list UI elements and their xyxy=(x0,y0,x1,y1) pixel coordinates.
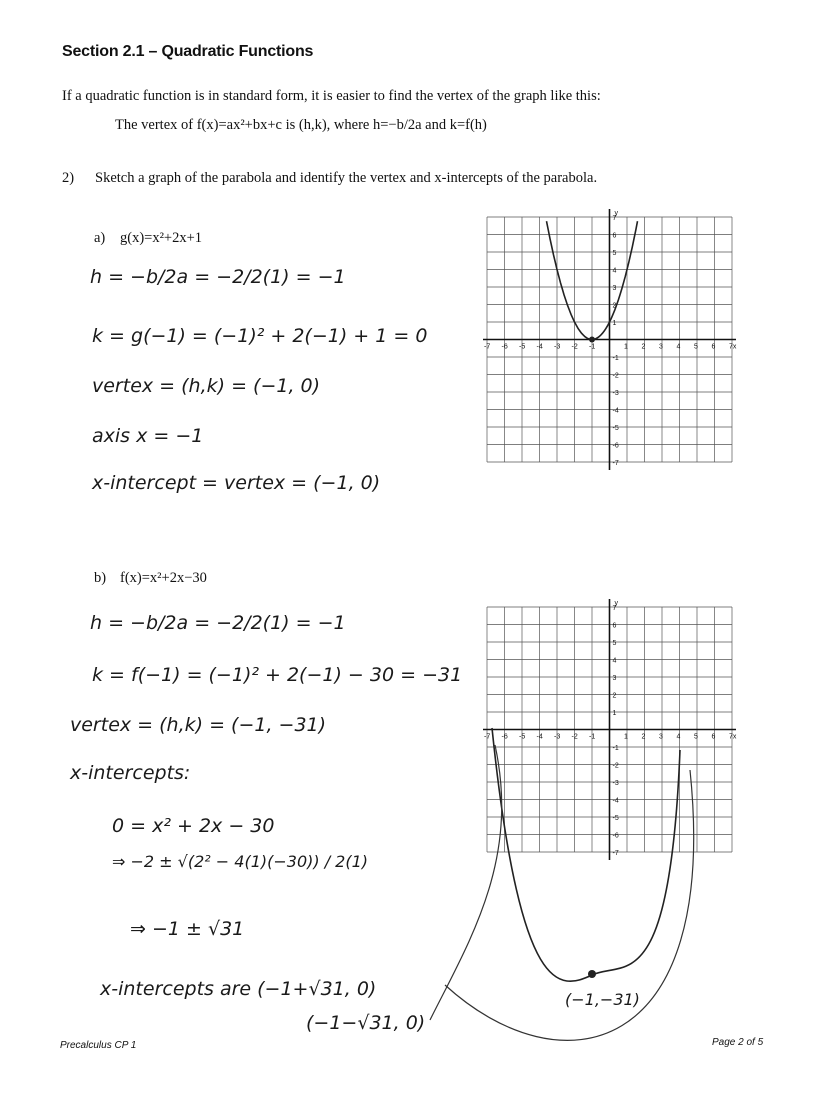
part-b-work-vertex: vertex = (h,k) = (−1, −31) xyxy=(70,714,327,736)
part-b-work-simplified: ⇒ −1 ± √31 xyxy=(130,918,245,940)
part-b-work-intercepts-1: x-intercepts are (−1+√31, 0) xyxy=(100,978,377,1000)
part-b-work-intercepts-2: (−1−√31, 0) xyxy=(306,1012,426,1034)
y-tick-label: 5 xyxy=(612,250,617,257)
x-tick-label: 6 xyxy=(711,343,716,351)
part-b-label: b) xyxy=(94,570,107,586)
x-tick-label: 7x xyxy=(729,733,737,741)
part-a-function: g(x)=x²+2x+1 xyxy=(120,230,203,246)
x-tick-label: -5 xyxy=(519,733,526,741)
y-tick-label: -6 xyxy=(612,832,619,840)
x-tick-label: 6 xyxy=(711,733,716,741)
x-tick-label: -7 xyxy=(484,343,491,351)
y-tick-label: -4 xyxy=(612,797,619,805)
part-a-work-vertex: vertex = (h,k) = (−1, 0) xyxy=(92,375,321,397)
x-tick-label: 3 xyxy=(659,733,663,741)
y-tick-label: -3 xyxy=(612,780,619,787)
x-tick-label: -7 xyxy=(484,733,491,741)
part-b-work-equation: 0 = x² + 2x − 30 xyxy=(112,815,275,837)
y-tick-label: 7 xyxy=(612,215,617,222)
y-tick-label: 4 xyxy=(612,267,617,275)
y-tick-label: 2 xyxy=(612,692,617,700)
part-b-function: f(x)=x²+2x−30 xyxy=(120,570,207,586)
y-tick-label: -7 xyxy=(612,850,619,857)
x-tick-label: -4 xyxy=(536,343,543,351)
y-tick-label: 6 xyxy=(612,232,617,240)
y-tick-label: -7 xyxy=(612,460,619,467)
part-b-work-h: h = −b/2a = −2/2(1) = −1 xyxy=(90,612,346,634)
x-tick-label: 3 xyxy=(659,343,663,351)
part-a-label: a) xyxy=(94,230,106,246)
y-tick-label: -2 xyxy=(612,372,619,380)
y-tick-label: 3 xyxy=(612,285,617,292)
problem-prompt: Sketch a graph of the parabola and identify the vertex and x-intercepts of the parabola. xyxy=(95,170,598,186)
x-tick-label: -3 xyxy=(554,733,561,741)
x-tick-label: -6 xyxy=(501,733,508,741)
y-tick-label: -1 xyxy=(612,355,619,362)
y-tick-label: 5 xyxy=(612,640,617,647)
y-tick-label: -5 xyxy=(612,815,619,822)
x-tick-label: 5 xyxy=(694,733,698,741)
y-tick-label: -4 xyxy=(612,407,619,415)
part-b-parabola xyxy=(492,728,680,981)
x-tick-label: 2 xyxy=(641,343,646,351)
x-tick-label: 4 xyxy=(676,343,681,351)
y-tick-label: -1 xyxy=(612,745,619,752)
y-tick-label: 2 xyxy=(612,302,617,310)
y-axis-label: y xyxy=(614,600,618,607)
y-tick-label: -5 xyxy=(612,425,619,432)
part-b-left-intercept-arrow xyxy=(430,745,502,1020)
y-tick-label: 6 xyxy=(612,622,617,630)
y-tick-label: -6 xyxy=(612,442,619,450)
part-a-work-k: k = g(−1) = (−1)² + 2(−1) + 1 = 0 xyxy=(92,325,428,347)
x-tick-label: 1 xyxy=(624,343,628,351)
y-tick-label: 1 xyxy=(612,710,617,717)
y-tick-label: 1 xyxy=(612,320,617,327)
problem-number: 2) xyxy=(62,170,75,186)
footer-course: Precalculus CP 1 xyxy=(60,1040,137,1051)
x-tick-label: -1 xyxy=(589,343,596,351)
x-tick-label: 2 xyxy=(641,733,646,741)
x-tick-label: 4 xyxy=(676,733,681,741)
part-b-vertex-point xyxy=(588,970,596,978)
x-tick-label: 7x xyxy=(729,343,737,351)
part-a-work-h: h = −b/2a = −2/2(1) = −1 xyxy=(90,266,346,288)
x-tick-label: 5 xyxy=(694,343,698,351)
x-tick-label: 1 xyxy=(624,733,628,741)
x-tick-label: -4 xyxy=(536,733,543,741)
intro-text: If a quadratic function is in standard form, it is easier to find the vertex of the graph like this: xyxy=(62,88,601,104)
x-tick-label: -2 xyxy=(571,343,578,351)
x-tick-label: -6 xyxy=(501,343,508,351)
part-b-work-k: k = f(−1) = (−1)² + 2(−1) − 30 = −31 xyxy=(92,664,463,686)
part-b-work-intercepts-label: x-intercepts: xyxy=(70,762,191,784)
part-b-vertex-note: (−1,−31) xyxy=(565,990,640,1009)
y-tick-label: 7 xyxy=(612,605,617,612)
y-tick-label: -2 xyxy=(612,762,619,770)
section-title: Section 2.1 – Quadratic Functions xyxy=(62,43,314,60)
part-a-work-intercept: x-intercept = vertex = (−1, 0) xyxy=(92,472,381,494)
y-tick-label: -3 xyxy=(612,390,619,397)
y-tick-label: 4 xyxy=(612,657,617,665)
part-b-work-quadratic-formula: ⇒ −2 ± √(2² − 4(1)(−30)) / 2(1) xyxy=(112,852,369,871)
part-a-work-axis: axis x = −1 xyxy=(92,425,204,447)
y-axis-label: y xyxy=(614,210,618,217)
x-tick-label: -3 xyxy=(554,343,561,351)
x-tick-label: -2 xyxy=(571,733,578,741)
vertex-rule: The vertex of f(x)=ax²+bx+c is (h,k), where h=−b/2a and k=f(h) xyxy=(115,117,487,133)
x-tick-label: -5 xyxy=(519,343,526,351)
footer-page: Page 2 of 5 xyxy=(712,1037,764,1048)
y-tick-label: 3 xyxy=(612,675,617,682)
x-tick-label: -1 xyxy=(589,733,596,741)
